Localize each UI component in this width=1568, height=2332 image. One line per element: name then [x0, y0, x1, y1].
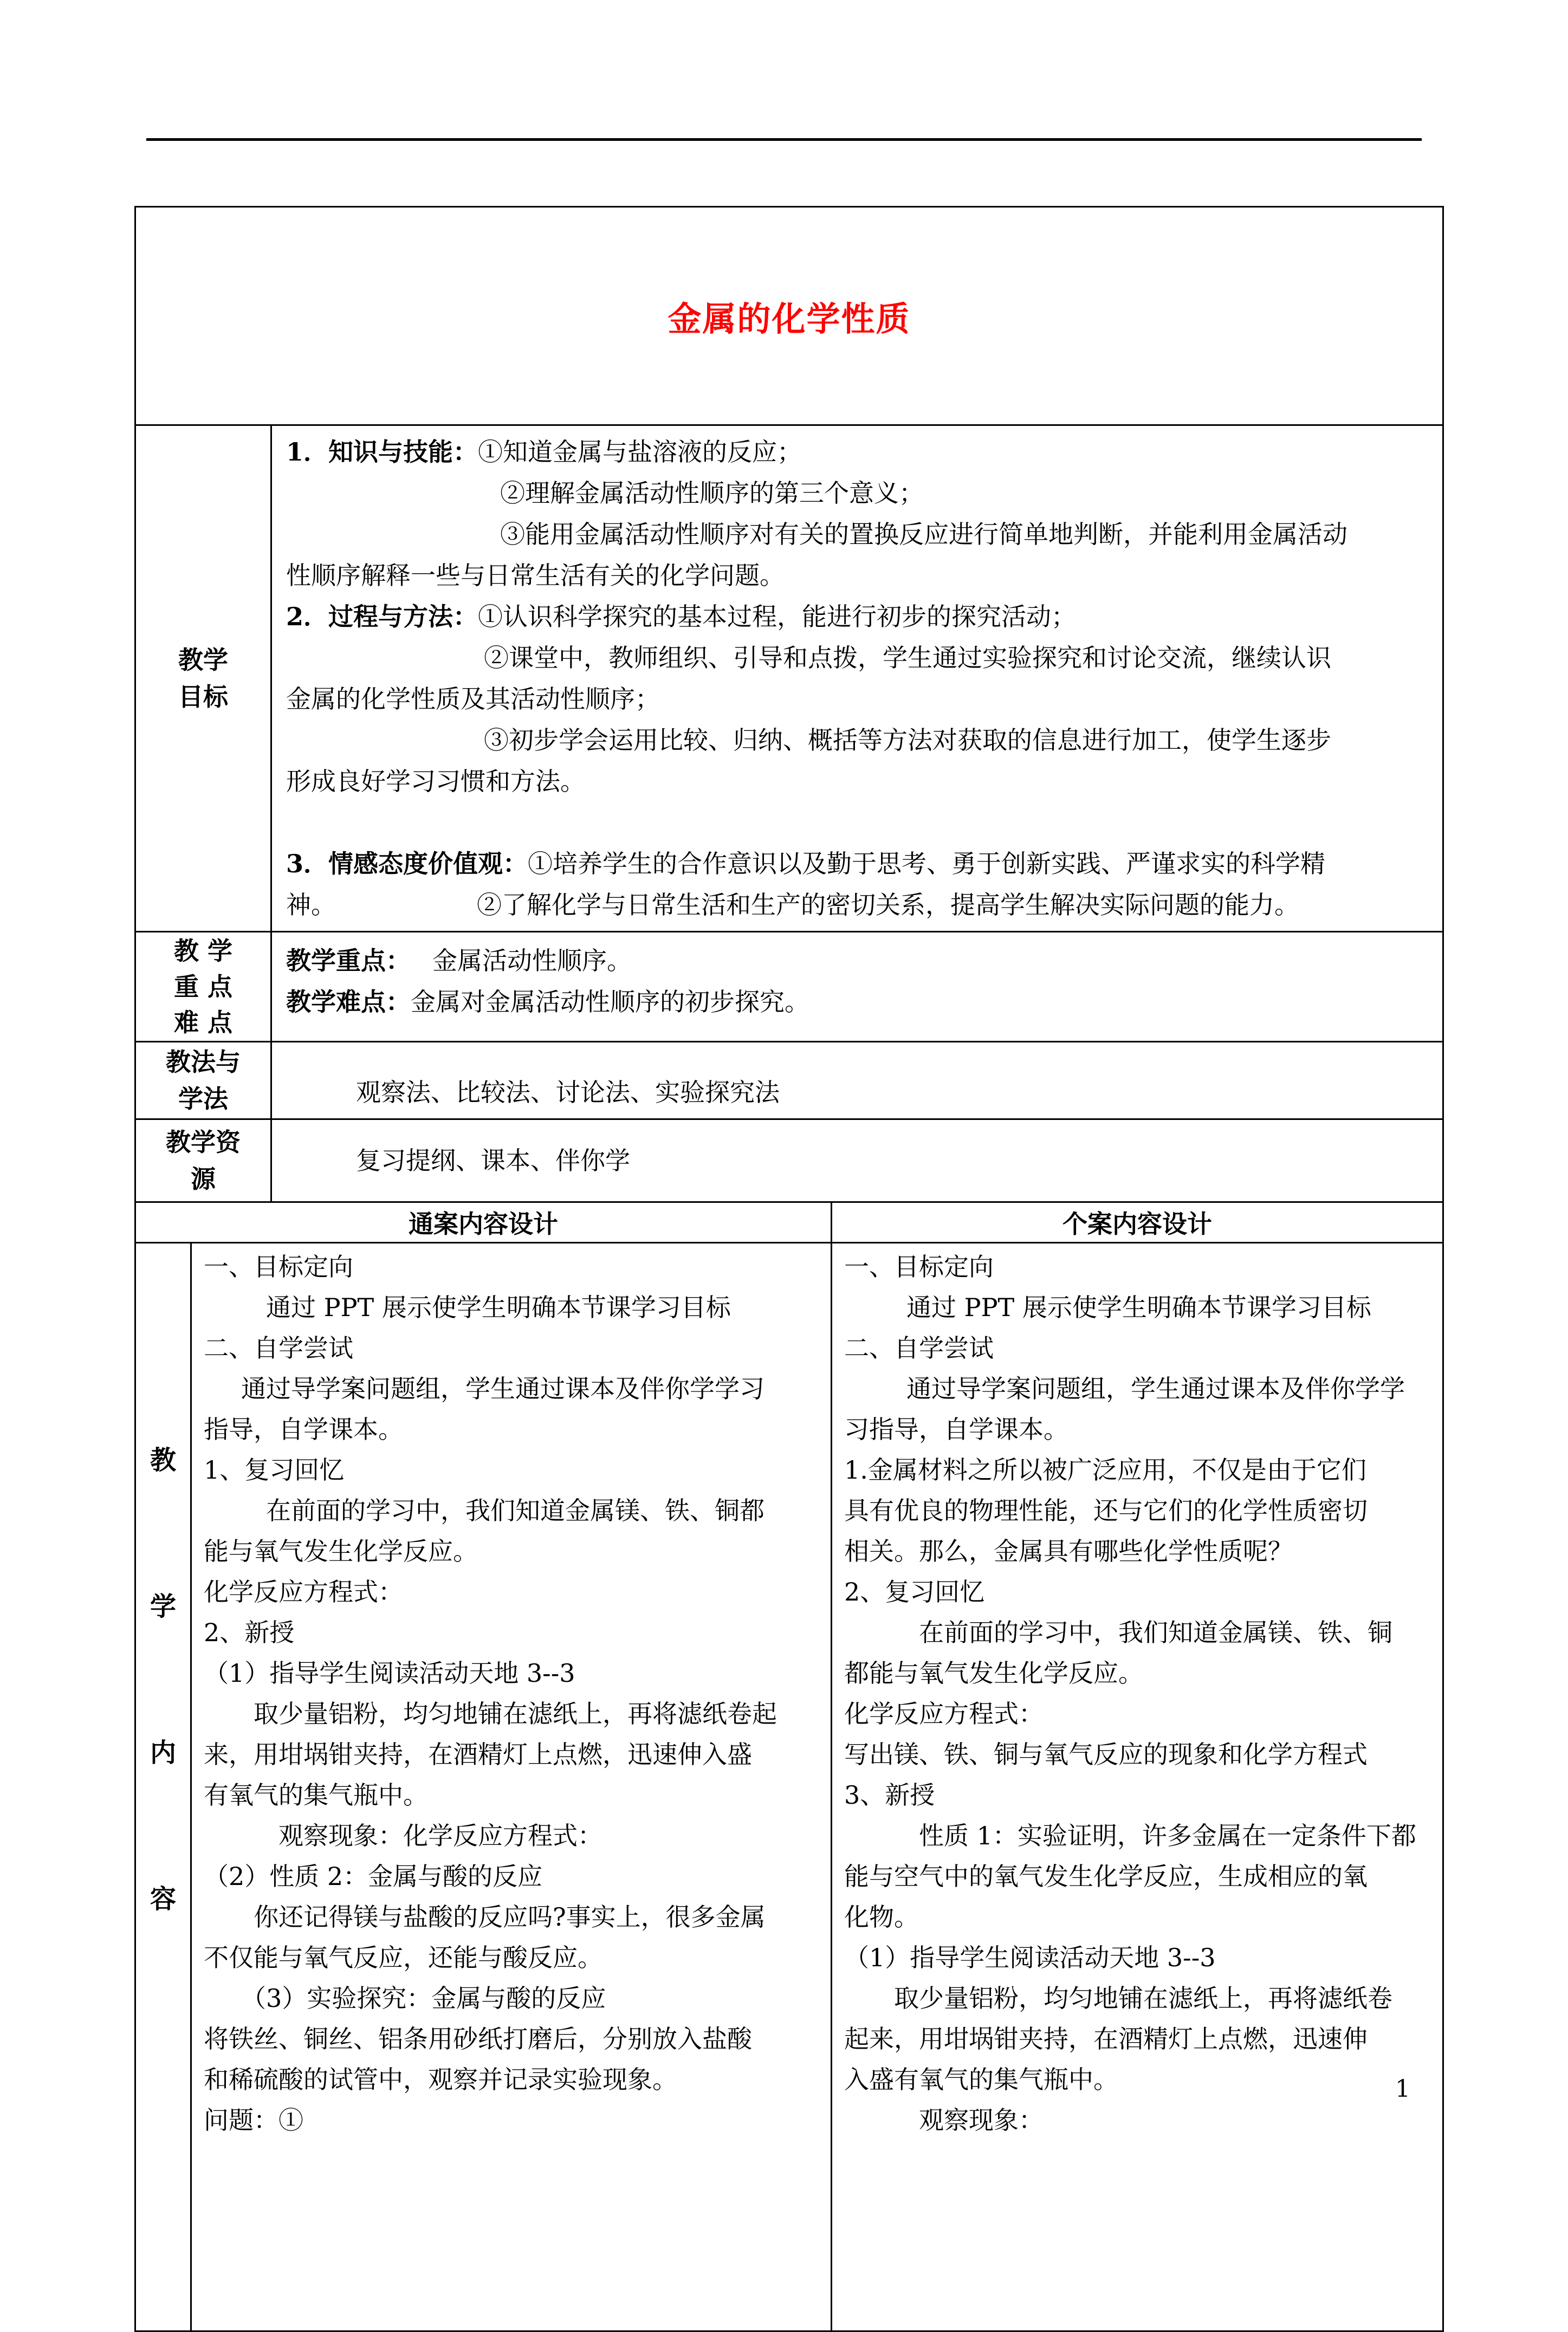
- knowledge-item-3a: ③能用金属活动性顺序对有关的置换反应进行简单地判断，并能利用金属活动: [500, 520, 1347, 549]
- list-item: 在前面的学习中，我们知道金属镁、铁、铜: [919, 1618, 1392, 1647]
- list-item: 观察现象：: [919, 2106, 1044, 2135]
- methods-content: [271, 1042, 1443, 1119]
- list-item: 通过导学案问题组，学生通过课本及伴你学学: [906, 1374, 1405, 1403]
- list-item: （3）实验探究：金属与酸的反应: [241, 1984, 606, 2013]
- process-item-3b: 形成良好学习习惯和方法。: [286, 767, 585, 796]
- process-item-2a: ②课堂中，教师组织、引导和点拨，学生通过实验探究和讨论交流，继续认识: [484, 643, 1331, 672]
- resources-label-cell: [135, 1119, 271, 1202]
- list-item: 1、复习回忆: [204, 1455, 345, 1485]
- list-item: 性质 1：实验证明，许多金属在一定条件下都: [919, 1821, 1416, 1850]
- list-item: 都能与氧气发生化学反应。: [844, 1659, 1143, 1688]
- process-item-2b: 金属的化学性质及其活动性顺序；: [286, 684, 660, 714]
- list-item: 一、目标定向: [204, 1252, 353, 1281]
- resources-content: [271, 1119, 1443, 1202]
- list-item: 你还记得镁与盐酸的反应吗?事实上，很多金属: [254, 1902, 766, 1932]
- list-item: 化学反应方程式：: [844, 1699, 1044, 1728]
- content-label-char: 教: [150, 1445, 176, 1475]
- methods-label-cell: [135, 1042, 271, 1119]
- list-item: （2）性质 2：金属与酸的反应: [204, 1862, 543, 1891]
- lesson-plan-table: [134, 206, 1442, 2139]
- knowledge-heading: 1．知识与技能：: [286, 437, 478, 467]
- list-item: 起来，用坩埚钳夹持，在酒精灯上点燃，迅速伸: [844, 2024, 1368, 2054]
- key-points-content: [271, 932, 1443, 1042]
- header-rule: [146, 138, 1422, 141]
- list-item: 取少量铝粉，均匀地铺在滤纸上，再将滤纸卷起: [254, 1699, 777, 1728]
- general-design-content: [191, 1243, 832, 2331]
- list-item: 二、自学尝试: [204, 1333, 353, 1363]
- content-label-char: 内: [150, 1738, 176, 1768]
- key-points-label-cell: [135, 932, 271, 1042]
- methods-label-2: 学法: [178, 1084, 228, 1113]
- list-item: 3、新授: [844, 1780, 935, 1810]
- document-title: 金属的化学性质: [668, 299, 911, 339]
- list-item: 指导，自学课本。: [204, 1415, 403, 1444]
- list-item: 问题：①: [204, 2106, 303, 2135]
- list-item: 习指导，自学课本。: [844, 1415, 1068, 1444]
- content-label-cell: [135, 1243, 191, 2331]
- difficulty-value: 金属对金属活动性顺序的初步探究。: [411, 987, 809, 1016]
- list-item: 能与氧气发生化学反应。: [204, 1537, 478, 1566]
- list-item: 相关。那么，金属具有哪些化学性质呢？: [844, 1537, 1293, 1566]
- list-item: 写出镁、铁、铜与氧气反应的现象和化学方程式: [844, 1740, 1368, 1769]
- knowledge-item-1: ①知道金属与盐溶液的反应；: [478, 437, 802, 467]
- process-item-1: ①认识科学探究的基本过程，能进行初步的探究活动；: [478, 602, 1077, 631]
- list-item: 通过 PPT 展示使学生明确本节课学习目标: [906, 1293, 1371, 1322]
- emotion-heading: 3．情感态度价值观：: [286, 849, 528, 878]
- list-item: 通过导学案问题组，学生通过课本及伴你学学习: [241, 1374, 764, 1403]
- list-item: 通过 PPT 展示使学生明确本节课学习目标: [266, 1293, 731, 1322]
- individual-design-content: [832, 1243, 1443, 2331]
- content-label-char: 学: [150, 1591, 176, 1622]
- focus-heading: 教学重点：: [286, 946, 411, 975]
- general-design-header: 通案内容设计: [135, 1202, 832, 1243]
- process-heading: 2．过程与方法：: [286, 602, 478, 631]
- list-item: 1.金属材料之所以被广泛应用，不仅是由于它们: [844, 1455, 1366, 1485]
- methods-label-1: 教法与: [166, 1047, 241, 1077]
- list-item: 入盛有氧气的集气瓶中。: [844, 2065, 1118, 2094]
- list-item: 能与空气中的氧气发生化学反应，生成相应的氧: [844, 1862, 1368, 1891]
- list-item: 和稀硫酸的试管中，观察并记录实验现象。: [204, 2065, 677, 2094]
- resources-label-1: 教学资: [166, 1128, 241, 1157]
- list-item: 化物。: [844, 1902, 919, 1932]
- emotion-item-1b: 神。: [286, 890, 336, 919]
- objectives-label-cell: [135, 425, 271, 932]
- list-item: 化学反应方程式：: [204, 1577, 403, 1607]
- individual-design-header: 个案内容设计: [832, 1202, 1443, 1243]
- list-item: 取少量铝粉，均匀地铺在滤纸上，再将滤纸卷: [894, 1984, 1392, 2013]
- list-item: 将铁丝、铜丝、铝条用砂纸打磨后，分别放入盐酸: [204, 2024, 752, 2054]
- objectives-content: [271, 425, 1443, 932]
- list-item: 有氧气的集气瓶中。: [204, 1780, 428, 1810]
- list-item: 一、目标定向: [844, 1252, 994, 1281]
- key-points-label-3: 难 点: [173, 1008, 232, 1037]
- knowledge-item-2: ②理解金属活动性顺序的第三个意义；: [500, 478, 924, 508]
- key-points-label-1: 教 学: [173, 936, 232, 966]
- methods-value: 观察法、比较法、讨论法、实验探究法: [356, 1078, 780, 1107]
- resources-value: 复习提纲、课本、伴你学: [356, 1146, 630, 1175]
- emotion-item-1a: ①培养学生的合作意识以及勤于思考、勇于创新实践、严谨求实的科学精: [528, 849, 1326, 878]
- title-cell: [135, 207, 1443, 425]
- resources-label-2: 源: [191, 1164, 216, 1194]
- list-item: 不仅能与氧气反应，还能与酸反应。: [204, 1943, 602, 1972]
- knowledge-item-3b: 性顺序解释一些与日常生活有关的化学问题。: [286, 561, 785, 590]
- list-item: 在前面的学习中，我们知道金属镁、铁、铜都: [266, 1496, 764, 1525]
- page-number: 1: [1395, 2075, 1410, 2103]
- content-label-char: 容: [150, 1884, 176, 1914]
- list-item: 具有优良的物理性能，还与它们的化学性质密切: [844, 1496, 1368, 1525]
- focus-value: 金属活动性顺序。: [432, 946, 632, 975]
- key-points-label-2: 重 点: [173, 972, 232, 1001]
- list-item: （1）指导学生阅读活动天地 3--3: [204, 1659, 575, 1688]
- list-item: 来，用坩埚钳夹持，在酒精灯上点燃，迅速伸入盛: [204, 1740, 752, 1769]
- difficulty-heading: 教学难点：: [286, 987, 411, 1016]
- list-item: 二、自学尝试: [844, 1333, 994, 1363]
- list-item: 2、新授: [204, 1618, 295, 1647]
- objectives-label: 教学 目标: [178, 645, 228, 711]
- list-item: 观察现象：化学反应方程式：: [278, 1821, 602, 1850]
- list-item: （1）指导学生阅读活动天地 3--3: [844, 1943, 1216, 1972]
- list-item: 2、复习回忆: [844, 1577, 985, 1607]
- emotion-item-2: ②了解化学与日常生活和生产的密切关系，提高学生解决实际问题的能力。: [477, 890, 1299, 919]
- process-item-3a: ③初步学会运用比较、归纳、概括等方法对获取的信息进行加工，使学生逐步: [484, 725, 1331, 755]
